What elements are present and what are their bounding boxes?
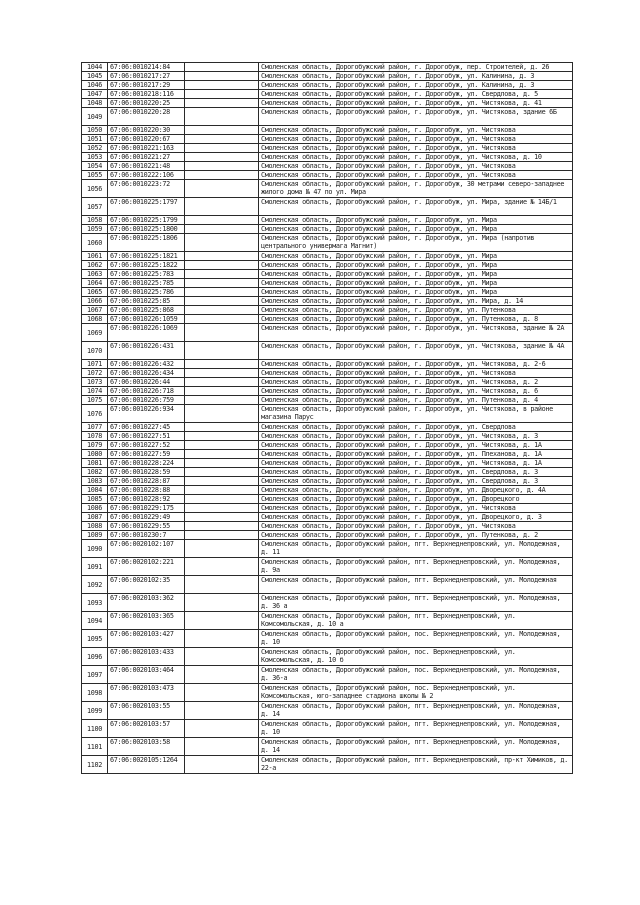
blank-cell [185,450,259,459]
table-row [82,504,573,513]
cadastral-number: 67:06:0010217:29 [108,81,185,90]
table-row [82,558,573,576]
cadastral-number: 67:06:0010225:1821 [108,252,185,261]
address-cell: Смоленская область, Дорогобужский район, пос. Верхнеднепровский, ул. Молодежная, д. 10 [259,630,573,648]
row-number: 1088 [82,522,108,531]
row-number: 1079 [82,441,108,450]
blank-cell [185,576,259,594]
table-row [82,180,573,198]
cadastral-number: 67:06:0010225:785 [108,279,185,288]
table-row [82,423,573,432]
table-row [82,63,573,72]
blank-cell [185,171,259,180]
blank-cell [185,387,259,396]
table-row [82,234,573,252]
blank-cell [185,90,259,99]
address-cell: Смоленская область, Дорогобужский район, пос. Верхнеднепровский, ул. Комсомольская, д. 10 б [259,648,573,666]
row-number: 1044 [82,63,108,72]
row-number: 1045 [82,72,108,81]
table-row [82,477,573,486]
row-number: 1069 [82,324,108,342]
address-cell: Смоленская область, Дорогобужский район, г. Дорогобуж, ул. Свердлова, д. 3 [259,477,573,486]
cadastral-number: 67:06:0010221:163 [108,144,185,153]
row-number: 1060 [82,234,108,252]
blank-cell [185,216,259,225]
address-cell: Смоленская область, Дорогобужский район, г. Дорогобуж, ул. Мира [259,261,573,270]
table-row [82,432,573,441]
table-row [82,315,573,324]
blank-cell [185,702,259,720]
blank-cell [185,315,259,324]
table-row [82,387,573,396]
address-cell: Смоленская область, Дорогобужский район, г. Дорогобуж, ул. Мира [259,216,573,225]
row-number: 1095 [82,630,108,648]
table-row [82,513,573,522]
blank-cell [185,504,259,513]
blank-cell [185,162,259,171]
table-row [82,576,573,594]
blank-cell [185,720,259,738]
blank-cell [185,378,259,387]
blank-cell [185,684,259,702]
row-number: 1087 [82,513,108,522]
table-body [82,63,573,774]
blank-cell [185,270,259,279]
blank-cell [185,648,259,666]
row-number: 1085 [82,495,108,504]
address-cell: Смоленская область, Дорогобужский район, г. Дорогобуж, ул. Чистякова [259,171,573,180]
blank-cell [185,225,259,234]
table-row [82,441,573,450]
table-row [82,72,573,81]
cadastral-number: 67:06:0010226:759 [108,396,185,405]
table-row [82,756,573,774]
blank-cell [185,612,259,630]
table-row [82,405,573,423]
cadastral-number: 67:06:0020102:107 [108,540,185,558]
blank-cell [185,306,259,315]
address-cell: Смоленская область, Дорогобужский район, г. Дорогобуж, ул. Дворецкого [259,495,573,504]
table-row [82,135,573,144]
table-row [82,540,573,558]
row-number: 1090 [82,540,108,558]
cadastral-number: 67:06:0010227:52 [108,441,185,450]
table-row [82,90,573,99]
cadastral-number: 67:06:0020102:221 [108,558,185,576]
address-cell: Смоленская область, Дорогобужский район, пгт. Верхнеднепровский, ул. Молодежная, д. 14 [259,738,573,756]
cadastral-number: 67:06:0010227:59 [108,450,185,459]
table-row [82,666,573,684]
row-number: 1099 [82,702,108,720]
cadastral-number: 67:06:0010222:106 [108,171,185,180]
address-cell: Смоленская область, Дорогобужский район, г. Дорогобуж, ул. Путенкова, д. 4 [259,396,573,405]
cadastral-number: 67:06:0020103:55 [108,702,185,720]
blank-cell [185,513,259,522]
blank-cell [185,468,259,477]
blank-cell [185,342,259,360]
cadastral-number: 67:06:0010228:59 [108,468,185,477]
table-row [82,360,573,369]
blank-cell [185,423,259,432]
row-number: 1097 [82,666,108,684]
address-cell: Смоленская область, Дорогобужский район, г. Дорогобуж, ул. Мира [259,288,573,297]
row-number: 1086 [82,504,108,513]
row-number: 1065 [82,288,108,297]
address-cell: Смоленская область, Дорогобужский район, г. Дорогобуж, ул. Чистякова, д. 1А [259,441,573,450]
table-row [82,450,573,459]
blank-cell [185,486,259,495]
row-number: 1092 [82,576,108,594]
address-cell: Смоленская область, Дорогобужский район, г. Дорогобуж, пер. Строителей, д. 26 [259,63,573,72]
table-row [82,288,573,297]
cadastral-number: 67:06:0020103:362 [108,594,185,612]
address-cell: Смоленская область, Дорогобужский район, пгт. Верхнеднепровский, ул. Молодежная, д. 36 а [259,594,573,612]
address-cell: Смоленская область, Дорогобужский район, г. Дорогобуж, ул. Калинина, д. 3 [259,72,573,81]
address-cell: Смоленская область, Дорогобужский район, г. Дорогобуж, ул. Чистякова [259,369,573,378]
cadastral-number: 67:06:0010225:1799 [108,216,185,225]
row-number: 1101 [82,738,108,756]
table-row [82,126,573,135]
cadastral-number: 67:06:0020103:473 [108,684,185,702]
blank-cell [185,630,259,648]
address-cell: Смоленская область, Дорогобужский район, пгт. Верхнеднепровский, ул. Комсомольская, д. 10 а [259,612,573,630]
table-row [82,459,573,468]
blank-cell [185,432,259,441]
cadastral-number: 67:06:0010217:27 [108,72,185,81]
address-cell: Смоленская область, Дорогобужский район, г. Дорогобуж, ул. Свердлова, д. 5 [259,90,573,99]
address-cell: Смоленская область, Дорогобужский район, г. Дорогобуж, ул. Свердлова [259,423,573,432]
row-number: 1091 [82,558,108,576]
cadastral-number: 67:06:0010226:431 [108,342,185,360]
blank-cell [185,540,259,558]
cadastral-table [81,62,573,774]
cadastral-number: 67:06:0020103:464 [108,666,185,684]
address-cell: Смоленская область, Дорогобужский район, пгт. Верхнеднепровский, пр-кт Химиков, д. 22-а [259,756,573,774]
table-row [82,252,573,261]
cadastral-number: 67:06:0010225:1800 [108,225,185,234]
blank-cell [185,396,259,405]
blank-cell [185,261,259,270]
cadastral-number: 67:06:0020105:1264 [108,756,185,774]
table-row [82,612,573,630]
table-row [82,369,573,378]
address-cell: Смоленская область, Дорогобужский район, г. Дорогобуж, ул. Дворецкого, д. 3 [259,513,573,522]
table-row [82,108,573,126]
address-cell: Смоленская область, Дорогобужский район, г. Дорогобуж, ул. Путенкова, д. 2 [259,531,573,540]
table-row [82,81,573,90]
blank-cell [185,756,259,774]
cadastral-number: 67:06:0020103:427 [108,630,185,648]
row-number: 1046 [82,81,108,90]
address-cell: Смоленская область, Дорогобужский район, пгт. Верхнеднепровский, ул. Молодежная, д. 11 [259,540,573,558]
row-number: 1082 [82,468,108,477]
row-number: 1049 [82,108,108,126]
table-row [82,270,573,279]
cadastral-number: 67:06:0010226:718 [108,387,185,396]
cadastral-number: 67:06:0010220:25 [108,99,185,108]
table-row [82,630,573,648]
table-row [82,279,573,288]
cadastral-number: 67:06:0010226:1059 [108,315,185,324]
address-cell: Смоленская область, Дорогобужский район, г. Дорогобуж, ул. Путенкова, д. 8 [259,315,573,324]
cadastral-number: 67:06:0010228:224 [108,459,185,468]
table-row [82,486,573,495]
row-number: 1054 [82,162,108,171]
cadastral-number: 67:06:0010226:934 [108,405,185,423]
table-row [82,468,573,477]
row-number: 1070 [82,342,108,360]
blank-cell [185,99,259,108]
blank-cell [185,477,259,486]
table-row [82,324,573,342]
row-number: 1084 [82,486,108,495]
row-number: 1083 [82,477,108,486]
address-cell: Смоленская область, Дорогобужский район, г. Дорогобуж, ул. Чистякова [259,144,573,153]
cadastral-number: 67:06:0010225:868 [108,306,185,315]
table-row [82,342,573,360]
row-number: 1062 [82,261,108,270]
row-number: 1067 [82,306,108,315]
row-number: 1056 [82,180,108,198]
address-cell: Смоленская область, Дорогобужский район, г. Дорогобуж, ул. Чистякова [259,135,573,144]
address-cell: Смоленская область, Дорогобужский район, г. Дорогобуж, ул. Мира [259,252,573,261]
address-cell: Смоленская область, Дорогобужский район, г. Дорогобуж, ул. Калинина, д. 3 [259,81,573,90]
blank-cell [185,126,259,135]
table-row [82,306,573,315]
blank-cell [185,324,259,342]
address-cell: Смоленская область, Дорогобужский район, г. Дорогобуж, 30 метрами северо-западнее жилого дома № 47 по ул. Мира [259,180,573,198]
blank-cell [185,558,259,576]
row-number: 1063 [82,270,108,279]
row-number: 1053 [82,153,108,162]
row-number: 1061 [82,252,108,261]
address-cell: Смоленская область, Дорогобужский район, г. Дорогобуж, ул. Чистякова [259,522,573,531]
blank-cell [185,279,259,288]
cadastral-number: 67:06:0010226:1069 [108,324,185,342]
blank-cell [185,63,259,72]
table-row [82,144,573,153]
blank-cell [185,666,259,684]
blank-cell [185,252,259,261]
address-cell: Смоленская область, Дорогобужский район, пос. Верхнеднепровский, ул. Комсомольская, юго-западнее стадиона школы № 2 [259,684,573,702]
cadastral-number: 67:06:0010226:44 [108,378,185,387]
address-cell: Смоленская область, Дорогобужский район, г. Дорогобуж, ул. Свердлова, д. 3 [259,468,573,477]
row-number: 1051 [82,135,108,144]
cadastral-number: 67:06:0010228:87 [108,477,185,486]
address-cell: Смоленская область, Дорогобужский район, пгт. Верхнеднепровский, ул. Молодежная, д. 9а [259,558,573,576]
blank-cell [185,180,259,198]
address-cell: Смоленская область, Дорогобужский район, г. Дорогобуж, ул. Чистякова [259,504,573,513]
table-row [82,216,573,225]
table-row [82,297,573,306]
row-number: 1081 [82,459,108,468]
table-row [82,378,573,387]
address-cell: Смоленская область, Дорогобужский район, г. Дорогобуж, ул. Мира [259,270,573,279]
address-cell: Смоленская область, Дорогобужский район, г. Дорогобуж, ул. Мира [259,279,573,288]
cadastral-number: 67:06:0010225:783 [108,270,185,279]
blank-cell [185,81,259,90]
row-number: 1050 [82,126,108,135]
address-cell: Смоленская область, Дорогобужский район, г. Дорогобуж, ул. Плеханова, д. 1А [259,450,573,459]
row-number: 1064 [82,279,108,288]
row-number: 1058 [82,216,108,225]
row-number: 1047 [82,90,108,99]
address-cell: Смоленская область, Дорогобужский район, г. Дорогобуж, ул. Чистякова [259,126,573,135]
table-row [82,396,573,405]
cadastral-number: 67:06:0010229:55 [108,522,185,531]
row-number: 1089 [82,531,108,540]
address-cell: Смоленская область, Дорогобужский район, г. Дорогобуж, ул. Чистякова, д. 1А [259,459,573,468]
cadastral-number: 67:06:0010223:72 [108,180,185,198]
blank-cell [185,522,259,531]
address-cell: Смоленская область, Дорогобужский район, пгт. Верхнеднепровский, ул. Молодежная [259,576,573,594]
address-cell: Смоленская область, Дорогобужский район, г. Дорогобуж, ул. Чистякова, здание 6Б [259,108,573,126]
cadastral-number: 67:06:0010221:48 [108,162,185,171]
table-row [82,261,573,270]
blank-cell [185,198,259,216]
row-number: 1073 [82,378,108,387]
blank-cell [185,495,259,504]
row-number: 1094 [82,612,108,630]
address-cell: Смоленская область, Дорогобужский район, г. Дорогобуж, ул. Мира [259,225,573,234]
blank-cell [185,144,259,153]
blank-cell [185,405,259,423]
cadastral-number: 67:06:0020103:433 [108,648,185,666]
blank-cell [185,369,259,378]
address-cell: Смоленская область, Дорогобужский район, пгт. Верхнеднепровский, ул. Молодежная, д. 14 [259,702,573,720]
row-number: 1074 [82,387,108,396]
blank-cell [185,360,259,369]
row-number: 1057 [82,198,108,216]
cadastral-number: 67:06:0010225:1822 [108,261,185,270]
address-cell: Смоленская область, Дорогобужский район, г. Дорогобуж, ул. Дворецкого, д. 4А [259,486,573,495]
row-number: 1075 [82,396,108,405]
row-number: 1072 [82,369,108,378]
blank-cell [185,72,259,81]
address-cell: Смоленская область, Дорогобужский район, г. Дорогобуж, ул. Чистякова, д. 2-6 [259,360,573,369]
cadastral-number: 67:06:0010220:28 [108,108,185,126]
row-number: 1076 [82,405,108,423]
row-number: 1098 [82,684,108,702]
address-cell: Смоленская область, Дорогобужский район, пос. Верхнеднепровский, ул. Молодежная, д. 36-а [259,666,573,684]
cadastral-number: 67:06:0020103:58 [108,738,185,756]
address-cell: Смоленская область, Дорогобужский район, г. Дорогобуж, ул. Чистякова, здание № 4А [259,342,573,360]
row-number: 1096 [82,648,108,666]
address-cell: Смоленская область, Дорогобужский район, г. Дорогобуж, ул. Чистякова, д. 3 [259,432,573,441]
cadastral-number: 67:06:0010229:175 [108,504,185,513]
cadastral-number: 67:06:0010230:7 [108,531,185,540]
row-number: 1077 [82,423,108,432]
cadastral-number: 67:06:0010220:67 [108,135,185,144]
cadastral-number: 67:06:0010226:432 [108,360,185,369]
cadastral-number: 67:06:0010225:1797 [108,198,185,216]
row-number: 1078 [82,432,108,441]
table-row [82,225,573,234]
address-cell: Смоленская область, Дорогобужский район, г. Дорогобуж, ул. Мира, д. 14 [259,297,573,306]
table-row [82,720,573,738]
row-number: 1048 [82,99,108,108]
cadastral-number: 67:06:0010227:45 [108,423,185,432]
table-row [82,522,573,531]
address-cell: Смоленская область, Дорогобужский район, г. Дорогобуж, ул. Путенкова [259,306,573,315]
address-cell: Смоленская область, Дорогобужский район, г. Дорогобуж, ул. Чистякова, д. 2 [259,378,573,387]
cadastral-number: 67:06:0010225:85 [108,297,185,306]
blank-cell [185,135,259,144]
cadastral-number: 67:06:0010225:1806 [108,234,185,252]
table-row [82,495,573,504]
row-number: 1068 [82,315,108,324]
cadastral-number: 67:06:0010221:27 [108,153,185,162]
cadastral-number: 67:06:0010229:49 [108,513,185,522]
blank-cell [185,153,259,162]
blank-cell [185,531,259,540]
row-number: 1059 [82,225,108,234]
address-cell: Смоленская область, Дорогобужский район, г. Дорогобуж, ул. Чистякова, в районе магазина Парус [259,405,573,423]
blank-cell [185,738,259,756]
row-number: 1055 [82,171,108,180]
cadastral-number: 67:06:0010220:30 [108,126,185,135]
cadastral-number: 67:06:0010228:88 [108,486,185,495]
table-row [82,531,573,540]
cadastral-number: 67:06:0010227:51 [108,432,185,441]
cadastral-number: 67:06:0020103:57 [108,720,185,738]
cadastral-number: 67:06:0010218:116 [108,90,185,99]
row-number: 1066 [82,297,108,306]
blank-cell [185,441,259,450]
row-number: 1093 [82,594,108,612]
address-cell: Смоленская область, Дорогобужский район, г. Дорогобуж, ул. Чистякова, д. 6 [259,387,573,396]
table-row [82,594,573,612]
row-number: 1052 [82,144,108,153]
cadastral-number: 67:06:0010228:92 [108,495,185,504]
address-cell: Смоленская область, Дорогобужский район, г. Дорогобуж, ул. Чистякова, здание № 2А [259,324,573,342]
table-row [82,99,573,108]
row-number: 1071 [82,360,108,369]
address-cell: Смоленская область, Дорогобужский район, г. Дорогобуж, ул. Мира (напротив центрального универмага Магнит) [259,234,573,252]
cadastral-number: 67:06:0020102:35 [108,576,185,594]
address-cell: Смоленская область, Дорогобужский район, г. Дорогобуж, ул. Чистякова, д. 41 [259,99,573,108]
table-row [82,738,573,756]
table-row [82,702,573,720]
row-number: 1080 [82,450,108,459]
blank-cell [185,288,259,297]
table-row [82,198,573,216]
table-row [82,162,573,171]
address-cell: Смоленская область, Дорогобужский район, г. Дорогобуж, ул. Мира, здание № 14Б/1 [259,198,573,216]
blank-cell [185,108,259,126]
cadastral-number: 67:06:0010214:84 [108,63,185,72]
row-number: 1102 [82,756,108,774]
blank-cell [185,297,259,306]
table-row [82,153,573,162]
address-cell: Смоленская область, Дорогобужский район, г. Дорогобуж, ул. Чистякова, д. 10 [259,153,573,162]
registry-sheet [81,62,572,774]
blank-cell [185,459,259,468]
cadastral-number: 67:06:0010225:786 [108,288,185,297]
table-row [82,171,573,180]
blank-cell [185,234,259,252]
address-cell: Смоленская область, Дорогобужский район, г. Дорогобуж, ул. Чистякова [259,162,573,171]
blank-cell [185,594,259,612]
cadastral-number: 67:06:0020103:365 [108,612,185,630]
cadastral-number: 67:06:0010226:434 [108,369,185,378]
row-number: 1100 [82,720,108,738]
address-cell: Смоленская область, Дорогобужский район, пгт. Верхнеднепровский, ул. Молодежная, д. 10 [259,720,573,738]
table-row [82,684,573,702]
table-row [82,648,573,666]
